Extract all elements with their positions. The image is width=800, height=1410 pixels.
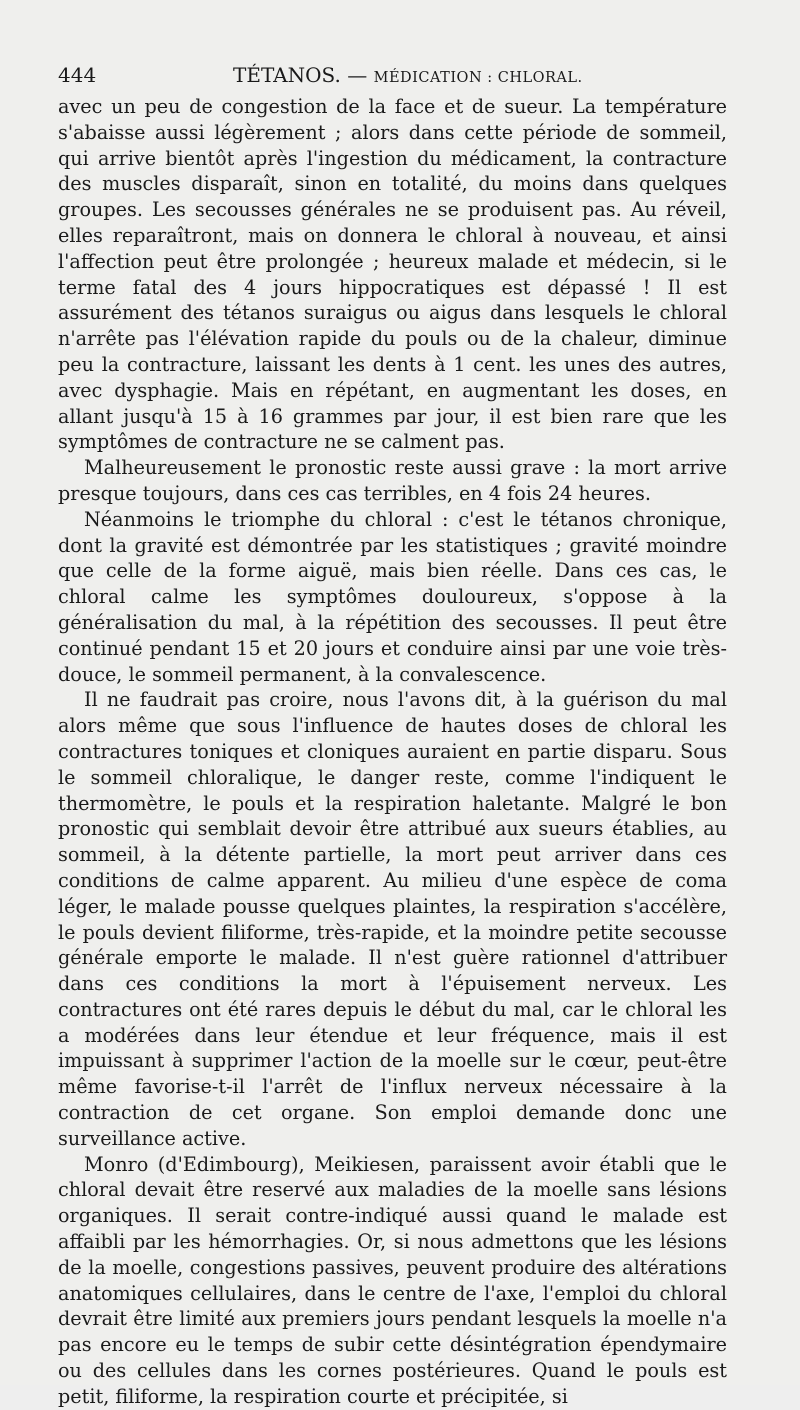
paragraph-chronic-tetanus: Néanmoins le triomphe du chloral : c'est le tétanos chronique, dont la gravité est démontrée par les statistiques ; gravité moindre que celle de la forme aiguë, mais bien réelle. Dans ces cas, le chloral calme les symptômes douloureux, s'oppose à la généralisation du mal, à la répétition des secousses. Il peut être continué pendant 15 et 20 jours et conduire ainsi par une voie très-douce, le sommeil permanent, à la convalescence.: [58, 507, 727, 686]
body-text: [58, 94, 727, 1410]
page-number: 444: [58, 63, 97, 87]
paragraph-danger: Il ne faudrait pas croire, nous l'avons dit, à la guérison du mal alors même que sous l'influence de hautes doses de chloral les contractures toniques et cloniques auraient en partie disparu. Sous le sommeil chloralique, le danger reste, comme l'indiquent le thermomètre, le pouls et la respiration haletante. Malgré le bon pronostic qui semblait devoir être attribué aux sueurs établies, au sommeil, à la détente partielle, la mort peut arriver dans ces conditions de calme apparent. Au milieu d'une espèce de coma léger, le malade pousse quelques plaintes, la respiration s'accélère, le pouls devient filiforme, très-rapide, et la moindre petite secousse générale emporte le malade. Il n'est guère rationnel d'attribuer dans ces conditions la mort à l'épuisement nerveux. Les contractures ont été rares depuis le début du mal, car le chloral les a modérées dans leur étendue et leur fréquence, mais il est impuissant à supprimer l'action de la moelle sur le cœur, peut-être même favorise-t-il l'arrêt de l'influx nerveux nécessaire à la contraction de cet organe. Son emploi demande donc une surveillance active.: [58, 688, 727, 1150]
section-title: MÉDICATION : CHLORAL.: [373, 70, 583, 86]
running-title: [233, 62, 583, 91]
paragraph-contraindications: Monro (d'Edimbourg), Meikiesen, paraissent avoir établi que le chloral devait être reservé aux maladies de la moelle sans lésions organiques. Il serait contre-indiqué aussi quand le malade est affaibli par les hémorrhagies. Or, si nous admettons que les lésions de la moelle, congestions passives, peuvent produire des altérations anatomiques cellulaires, dans le centre de l'axe, l'emploi du chloral devrait être limité aux premiers jours pendant lesquels la moelle n'a pas encore eu le temps de subir cette désintégration épendymaire ou des cellules dans les cornes postérieures. Quand le pouls est petit, filiforme, la respiration courte et précipitée, si: [58, 1152, 727, 1408]
chapter-title: TÉTANOS.: [233, 63, 341, 87]
paragraph-prognosis: Malheureusement le pronostic reste aussi grave : la mort arrive presque toujours, dans ces cas terribles, en 4 fois 24 heures.: [58, 456, 727, 505]
paragraph-continuation: avec un peu de congestion de la face et de sueur. La température s'abaisse aussi légèrement ; alors dans cette période de sommeil, qui arrive bientôt après l'ingestion du médicament, la contracture des muscles disparaît, sinon en totalité, du moins dans quelques groupes. Les secousses générales ne se produisent pas. Au réveil, elles reparaîtront, mais on donnera le chloral à nouveau, et ainsi l'affection peut être prolongée ; heureux malade et médecin, si le terme fatal des 4 jours hippocratiques est dépassé ! Il est assurément des tétanos suraigus ou aigus dans lesquels le chloral n'arrête pas l'élévation rapide du pouls ou de la chaleur, diminue peu la contracture, laissant les dents à 1 cent. les unes des autres, avec dysphagie. Mais en répétant, en augmentant les doses, en allant jusqu'à 15 à 16 grammes par jour, il est bien rare que les symptômes de contracture ne se calment pas.: [58, 95, 727, 454]
running-head: [58, 62, 742, 88]
title-separator: —: [347, 63, 368, 87]
